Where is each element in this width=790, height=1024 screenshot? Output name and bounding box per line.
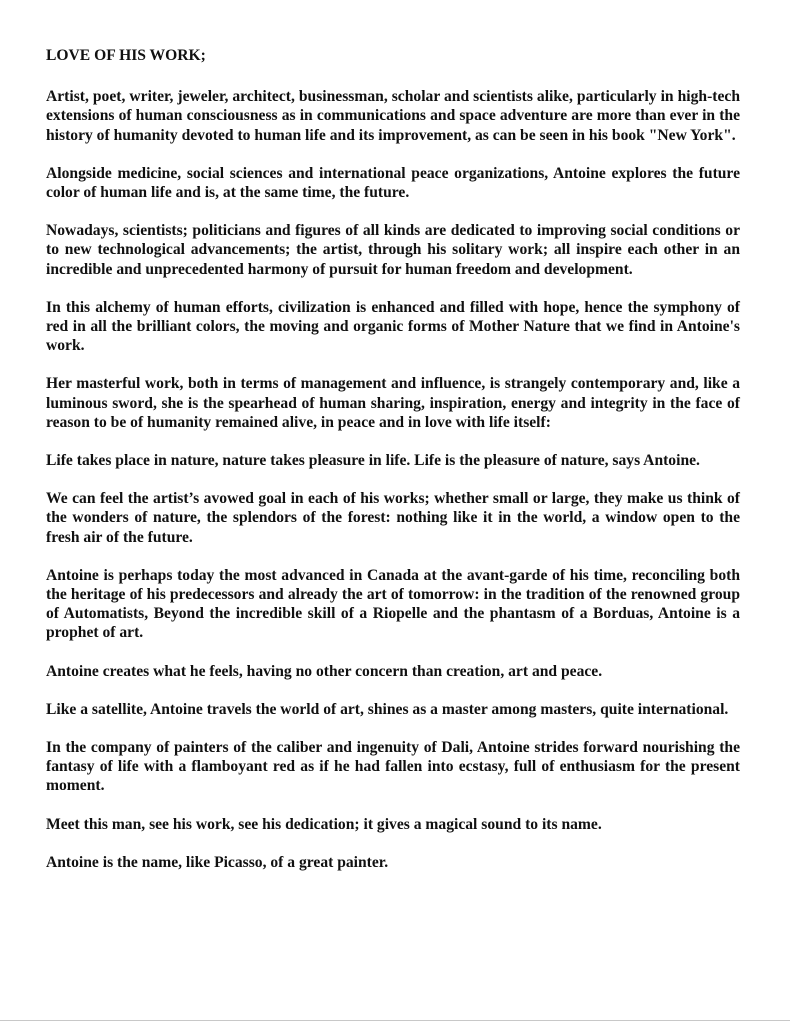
- paragraph-13: Antoine is the name, like Picasso, of a great painter.: [46, 853, 389, 871]
- paragraph-2: Alongside medicine, social sciences and international peace organizations, Antoine explores the future color of human life and is, at the same time, the future.: [46, 164, 740, 202]
- document-title: LOVE OF HIS WORK;: [46, 47, 206, 64]
- paragraph-10: Like a satellite, Antoine travels the world of art, shines as a master among masters, quite international.: [46, 700, 729, 718]
- paragraph-8: Antoine is perhaps today the most advanced in Canada at the avant-garde of his time, reconciling both the heritage of his predecessors and already the art of tomorrow: in the tradition of the renowned group of Automatists, Beyond the incredible skill of a Riopelle and the phantasm of a Borduas, Antoine is a prophet of art.: [46, 566, 740, 642]
- paragraph-7: We can feel the artist’s avowed goal in each of his works; whether small or large, they make us think of the wonders of nature, the splendors of the forest: nothing like it in the world, a window open to the fresh air of the future.: [46, 490, 740, 546]
- document-page: [46, 46, 740, 891]
- paragraph-11: In the company of painters of the caliber and ingenuity of Dali, Antoine strides forward nourishing the fantasy of life with a flamboyant red as if he had fallen into ecstasy, full of enthusiasm for the present moment.: [46, 739, 740, 795]
- page-bottom-rule: [0, 1020, 790, 1021]
- paragraph-4: In this alchemy of human efforts, civilization is enhanced and filled with hope, hence the symphony of red in all the brilliant colors, the moving and organic forms of Mother Nature that we find in Antoine's work.: [46, 298, 740, 355]
- paragraph-9: Antoine creates what he feels, having no other concern than creation, art and peace.: [46, 662, 603, 680]
- paragraph-1: Artist, poet, writer, jeweler, architect, businessman, scholar and scientists alike, particularly in high-tech extensions of human consciousness as in communications and space adventure are more than ever in the history of humanity devoted to human life and its improvement, as can be seen in his book "New York".: [46, 88, 740, 144]
- paragraph-5: Her masterful work, both in terms of management and influence, is strangely contemporary and, like a luminous sword, she is the spearhead of human sharing, inspiration, energy and integrity in the face of reason to be of humanity remained alive, in peace and in love with life itself:: [46, 375, 740, 431]
- paragraph-3: Nowadays, scientists; politicians and figures of all kinds are dedicated to improving social conditions or to new technological advancements; the artist, through his solitary work; all inspire each other in an incredible and unprecedented harmony of pursuit for human freedom and development.: [46, 222, 740, 278]
- paragraph-6: Life takes place in nature, nature takes pleasure in life. Life is the pleasure of nature, says Antoine.: [46, 452, 700, 470]
- paragraph-12: Meet this man, see his work, see his dedication; it gives a magical sound to its name.: [46, 815, 602, 833]
